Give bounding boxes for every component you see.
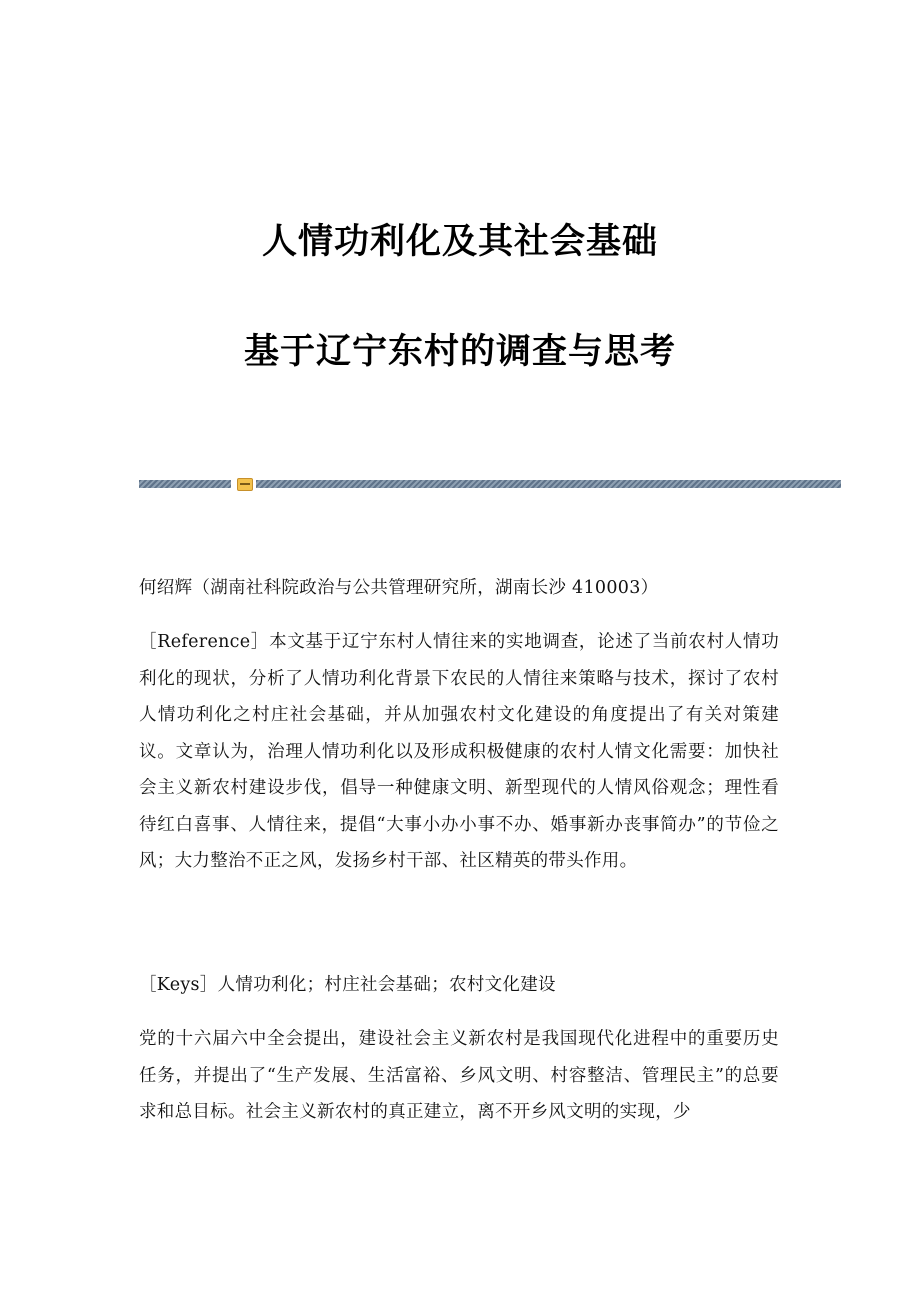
divider-ornament-icon: [237, 478, 253, 491]
document-title: 人情功利化及其社会基础: [261, 221, 658, 262]
keywords-line: ［Keys］人情功利化；村庄社会基础；农村文化建设: [139, 975, 556, 995]
body-paragraph: 党的十六届六中全会提出，建设社会主义新农村是我国现代化进程中的重要历史任务，并提出了“生产发展、生活富裕、乡风文明、村容整洁、管理民主”的总要求和总目标。社会主义新农村的真正建立，离不开乡风文明的实现，少: [139, 1029, 779, 1122]
divider-left-bar: [139, 480, 231, 488]
document-subtitle: 基于辽宁东村的调查与思考: [243, 331, 676, 372]
title-divider: [139, 475, 841, 491]
author-affiliation: 何绍辉（湖南社科院政治与公共管理研究所，湖南长沙 410003）: [139, 578, 659, 598]
abstract-paragraph: ［Reference］本文基于辽宁东村人情往来的实地调查，论述了当前农村人情功利化的现状，分析了人情功利化背景下农民的人情往来策略与技术，探讨了农村人情功利化之村庄社会基础，并从加强农村文化建设的角度提出了有关对策建议。文章认为，治理人情功利化以及形成积极健康的农村人情文化需要：加快社会主义新农村建设步伐，倡导一种健康文明、新型现代的人情风俗观念；理性看待红白喜事、人情往来，提倡“大事小办小事不办、婚事新办丧事简办”的节俭之风；大力整治不正之风，发扬乡村干部、社区精英的带头作用。: [139, 632, 779, 871]
divider-right-bar: [256, 480, 841, 488]
